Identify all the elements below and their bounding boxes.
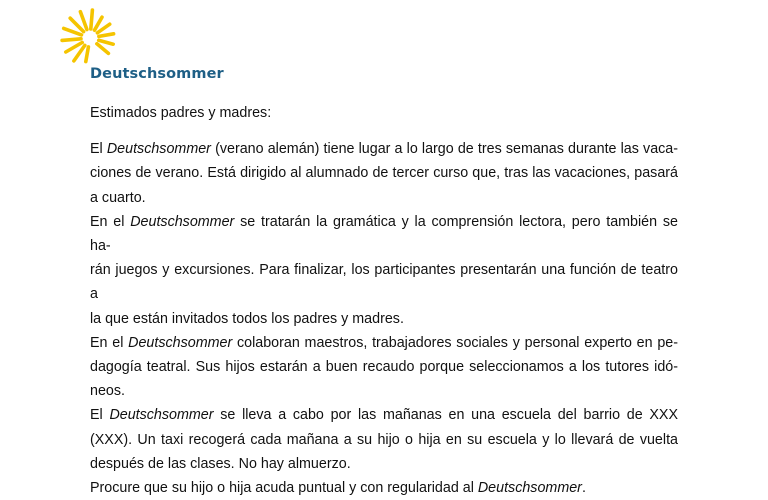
paragraph-4-line-2: (XXX). Un taxi recogerá cada mañana a su hijo o hija en su escuela y lo llevará de vuelta (90, 431, 678, 448)
paragraph-1-line-2: ciones de verano. Está dirigido al alumnado de tercer curso que, tras las vacaciones, pasará (90, 165, 678, 182)
paragraph-2-line-2: rán juegos y excursiones. Para finalizar, los participantes presentarán una función de teatro a (90, 262, 678, 303)
greeting: Estimados padres y madres: (90, 105, 272, 121)
paragraph-2 (90, 210, 678, 331)
program-name: Deutschsommer (130, 213, 235, 230)
sun-logo-icon (56, 6, 120, 70)
program-name: Deutschsommer (106, 141, 211, 158)
paragraph-3-line-2: dagogía teatral. Sus hijos estarán a buen recaudo porque seleccionamos a los tutores idó- (90, 359, 678, 376)
sun-ray (99, 40, 114, 44)
paragraph-4 (90, 403, 678, 476)
program-name: Deutschsommer (109, 407, 214, 424)
program-name: Deutschsommer (477, 480, 582, 497)
sun-ray (86, 47, 89, 62)
paragraph-2-line-1: En el Deutschsommer se tratarán la gramática y la comprensión lectora, pero también se ha- (90, 213, 678, 255)
sun-ray (91, 10, 93, 29)
letter-body (90, 101, 678, 500)
sun-ray (62, 39, 81, 41)
brand-name: Deutschsommer (90, 66, 224, 82)
sun-ray (97, 44, 109, 54)
paragraph-1-line-3: a cuarto. (90, 189, 146, 206)
paragraph-2-line-3: la que están invitados todos los padres y madres. (90, 310, 404, 327)
paragraph-3 (90, 331, 678, 404)
paragraph-4-line-3: después de las clases. No hay almuerzo. (90, 455, 351, 472)
paragraph-4-line-1: El Deutschsommer se lleva a cabo por las mañanas en una escuela del barrio de XXX (90, 407, 678, 424)
paragraph-5-line-1: Procure que su hijo o hija acuda puntual y con regularidad al Deutschsommer. (90, 480, 586, 497)
paragraph-1 (90, 137, 678, 210)
paragraph-5 (90, 476, 678, 500)
paragraph-3-line-3: neos. (90, 383, 125, 400)
paragraph-3-line-1: En el Deutschsommer colaboran maestros, trabajadores sociales y personal experto en pe- (90, 334, 678, 351)
paragraph-1-line-1: El Deutschsommer (verano alemán) tiene lugar a lo largo de tres semanas durante las vaca- (90, 141, 679, 158)
sun-ray (70, 18, 83, 31)
program-name: Deutschsommer (128, 334, 233, 351)
sun-ray (99, 34, 114, 37)
